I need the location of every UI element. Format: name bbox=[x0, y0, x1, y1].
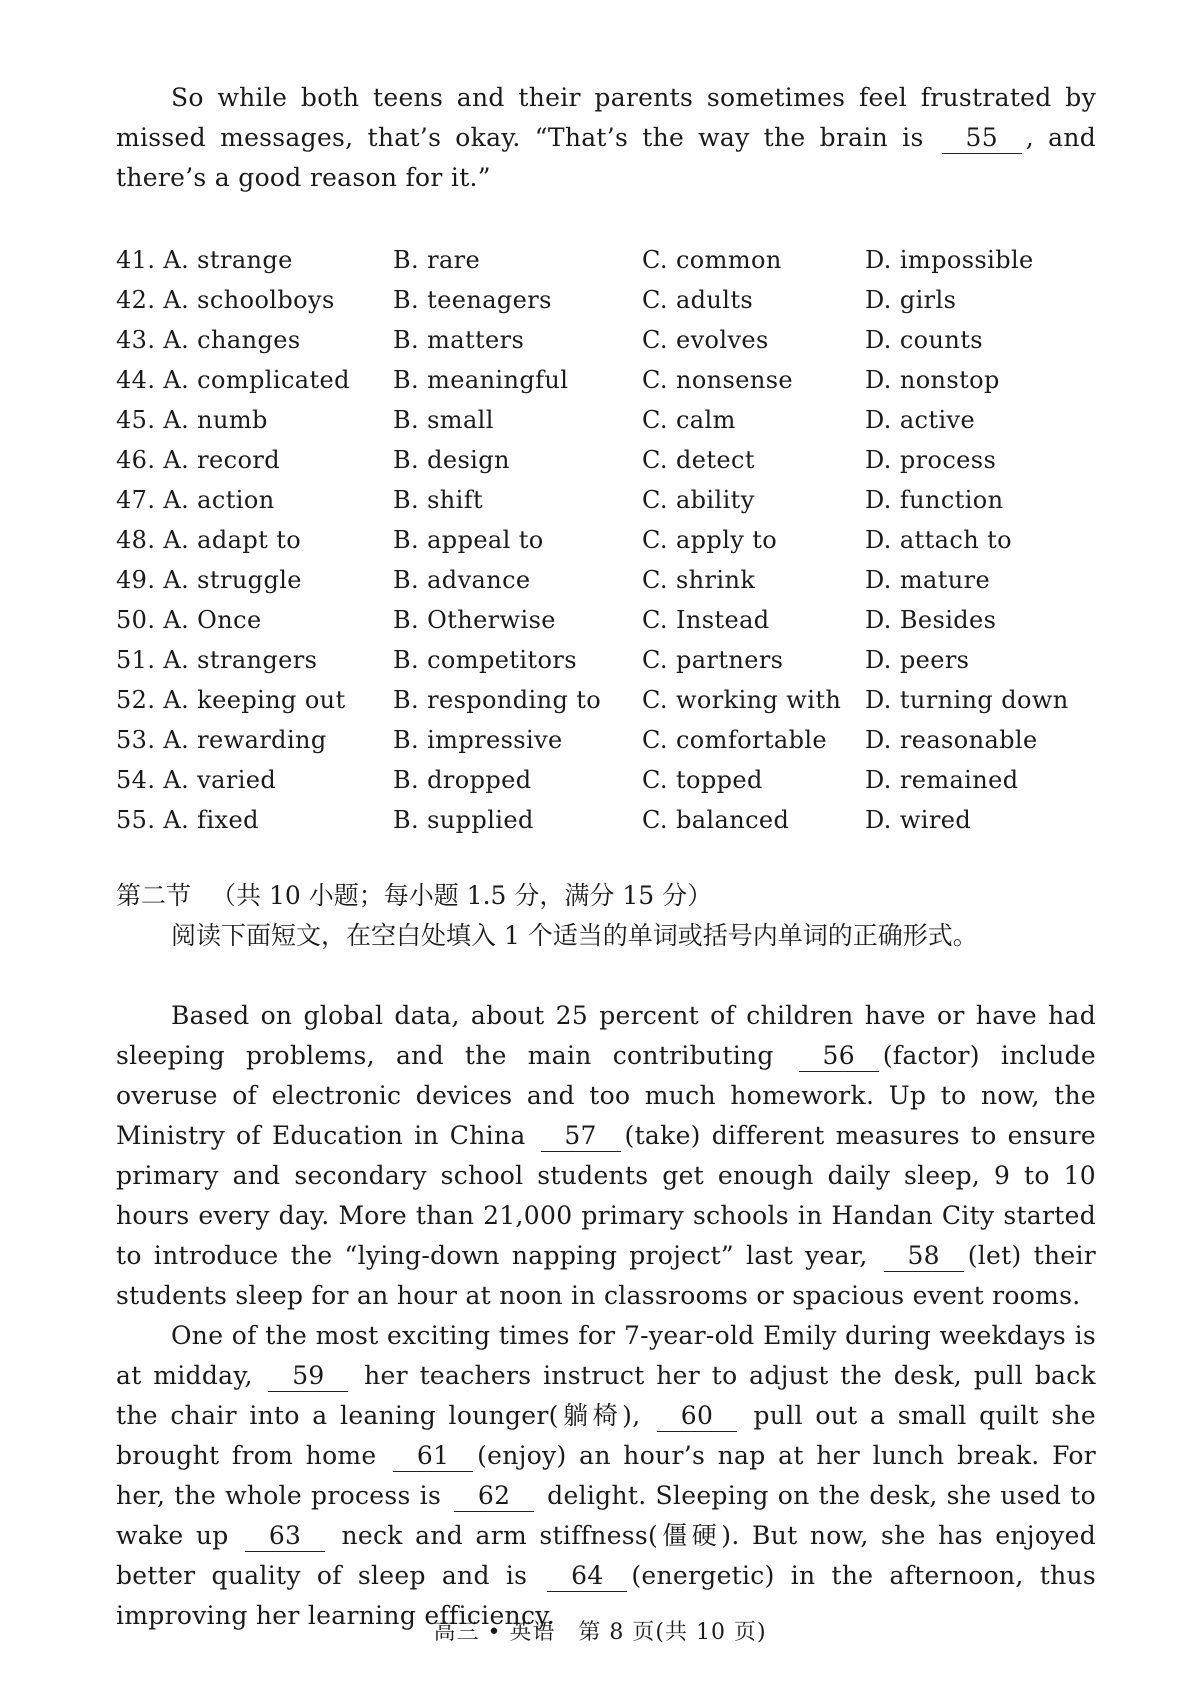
option-row bbox=[116, 680, 1096, 720]
exam-page bbox=[116, 78, 1096, 1636]
blank-58: 58 bbox=[884, 1241, 964, 1272]
blank-59: 59 bbox=[268, 1361, 348, 1392]
option-b: B. supplied bbox=[393, 806, 534, 834]
blank-63: 63 bbox=[245, 1521, 325, 1552]
passage-text: (let) their students sleep for an hour at noon in classrooms or spacious event rooms. bbox=[116, 1241, 1096, 1310]
passage-1-ending bbox=[116, 78, 1096, 198]
option-c: C. common bbox=[642, 246, 782, 274]
option-b: B. appeal to bbox=[393, 526, 544, 554]
option-d: D. attach to bbox=[865, 526, 1012, 554]
option-c: C. shrink bbox=[642, 566, 756, 594]
blank-56: 56 bbox=[799, 1041, 879, 1072]
passage-text: (energetic) in the afternoon, thus improving her learning efficiency. bbox=[116, 1561, 1097, 1630]
section-instruction: 阅读下面短文，在空白处填入 1 个适当的单词或括号内单词的正确形式。 bbox=[171, 921, 978, 950]
option-b: B. impressive bbox=[393, 726, 563, 754]
option-b: B. Otherwise bbox=[393, 606, 556, 634]
option-a: 50. A. Once bbox=[116, 606, 262, 634]
section-points: （共 10 小题；每小题 1.5 分，满分 15 分） bbox=[211, 881, 713, 910]
option-c: C. Instead bbox=[642, 606, 770, 634]
passage-text: Based on global data, about 25 percent of children have or have had sleeping problems, and the main contributing bbox=[116, 1001, 1096, 1070]
option-b: B. competitors bbox=[393, 646, 577, 674]
passage-text: One of the most exciting times for 7-year-old Emily during weekdays is at midday, bbox=[116, 1321, 1096, 1390]
option-d: D. wired bbox=[865, 806, 972, 834]
option-b: B. rare bbox=[393, 246, 481, 274]
option-d: D. girls bbox=[865, 286, 957, 314]
option-c: C. calm bbox=[642, 406, 736, 434]
option-c: C. partners bbox=[642, 646, 784, 674]
option-c: C. apply to bbox=[642, 526, 778, 554]
option-row bbox=[116, 640, 1096, 680]
option-c: C. working with bbox=[642, 686, 842, 714]
option-d: D. peers bbox=[865, 646, 970, 674]
option-d: D. impossible bbox=[865, 246, 1034, 274]
option-b: B. design bbox=[393, 446, 510, 474]
option-b: B. dropped bbox=[393, 766, 532, 794]
option-row bbox=[116, 440, 1096, 480]
option-d: D. nonstop bbox=[865, 366, 1000, 394]
option-row bbox=[116, 600, 1096, 640]
option-row bbox=[116, 520, 1096, 560]
option-a: 41. A. strange bbox=[116, 246, 293, 274]
option-row bbox=[116, 320, 1096, 360]
section-title: 第二节 bbox=[116, 881, 192, 910]
option-c: C. detect bbox=[642, 446, 755, 474]
option-b: B. shift bbox=[393, 486, 484, 514]
blank-55: 55 bbox=[942, 123, 1022, 154]
passage-text: neck and arm stiffness(僵硬). But now, she has enjoyed better quality of sleep and is bbox=[116, 1521, 1097, 1590]
option-b: B. responding to bbox=[393, 686, 602, 714]
option-row bbox=[116, 720, 1096, 760]
option-d: D. counts bbox=[865, 326, 984, 354]
option-c: C. balanced bbox=[642, 806, 790, 834]
option-d: D. function bbox=[865, 486, 1004, 514]
option-d: D. process bbox=[865, 446, 997, 474]
option-b: B. meaningful bbox=[393, 366, 569, 394]
passage-text: her teachers instruct her to adjust the desk, pull back the chair into a leaning lounger(躺椅), bbox=[116, 1361, 1096, 1430]
blank-64: 64 bbox=[547, 1561, 627, 1592]
option-d: D. remained bbox=[865, 766, 1019, 794]
passage-text: delight. Sleeping on the desk, she used to wake up bbox=[116, 1481, 1097, 1550]
option-a: 45. A. numb bbox=[116, 406, 268, 434]
options-list bbox=[116, 240, 1096, 840]
passage-2-paragraph-1 bbox=[116, 996, 1096, 1316]
option-c: C. topped bbox=[642, 766, 763, 794]
option-row bbox=[116, 760, 1096, 800]
option-b: B. matters bbox=[393, 326, 525, 354]
option-c: C. evolves bbox=[642, 326, 769, 354]
option-a: 42. A. schoolboys bbox=[116, 286, 335, 314]
option-a: 48. A. adapt to bbox=[116, 526, 302, 554]
option-row bbox=[116, 480, 1096, 520]
option-d: D. Besides bbox=[865, 606, 997, 634]
blank-62: 62 bbox=[454, 1481, 534, 1512]
option-d: D. reasonable bbox=[865, 726, 1038, 754]
option-a: 54. A. varied bbox=[116, 766, 277, 794]
passage-2-paragraph-2 bbox=[116, 1316, 1096, 1636]
option-d: D. active bbox=[865, 406, 976, 434]
option-a: 43. A. changes bbox=[116, 326, 301, 354]
option-c: C. comfortable bbox=[642, 726, 828, 754]
option-row bbox=[116, 360, 1096, 400]
blank-61: 61 bbox=[393, 1441, 473, 1472]
passage-text: (factor) include overuse of electronic devices and too much homework. Up to now, the Ministry of Education in China bbox=[116, 1041, 1096, 1150]
option-row bbox=[116, 240, 1096, 280]
passage-text: , and there’s a good reason for it.” bbox=[116, 123, 1097, 192]
option-row bbox=[116, 560, 1096, 600]
blank-60: 60 bbox=[657, 1401, 737, 1432]
page-footer: 高三 • 英语 第 8 页(共 10 页) bbox=[433, 1620, 767, 1645]
option-c: C. nonsense bbox=[642, 366, 794, 394]
option-row bbox=[116, 280, 1096, 320]
passage-2 bbox=[116, 996, 1096, 1636]
option-a: 44. A. complicated bbox=[116, 366, 350, 394]
option-c: C. ability bbox=[642, 486, 755, 514]
blank-57: 57 bbox=[541, 1121, 621, 1152]
option-b: B. small bbox=[393, 406, 494, 434]
option-d: D. turning down bbox=[865, 686, 1069, 714]
passage-text: (enjoy) an hour’s nap at her lunch break. For her, the whole process is bbox=[116, 1441, 1096, 1510]
passage-text: pull out a small quilt she brought from home bbox=[116, 1401, 1096, 1470]
option-b: B. teenagers bbox=[393, 286, 552, 314]
option-a: 52. A. keeping out bbox=[116, 686, 346, 714]
option-c: C. adults bbox=[642, 286, 754, 314]
option-a: 49. A. struggle bbox=[116, 566, 302, 594]
option-a: 53. A. rewarding bbox=[116, 726, 327, 754]
option-b: B. advance bbox=[393, 566, 531, 594]
option-a: 51. A. strangers bbox=[116, 646, 318, 674]
passage-text: (take) different measures to ensure primary and secondary school students get enough daily sleep, 9 to 10 hours every day. More than 21,000 primary schools in Handan City started to introduce the “lying-down napping project” last year, bbox=[116, 1121, 1097, 1270]
passage-text: So while both teens and their parents sometimes feel frustrated by missed messages, that’s okay. “That’s the way the brain is bbox=[116, 83, 1096, 152]
option-row bbox=[116, 800, 1096, 840]
section-heading bbox=[116, 876, 1096, 916]
option-a: 55. A. fixed bbox=[116, 806, 259, 834]
option-row bbox=[116, 400, 1096, 440]
option-a: 47. A. action bbox=[116, 486, 275, 514]
option-d: D. mature bbox=[865, 566, 991, 594]
option-a: 46. A. record bbox=[116, 446, 280, 474]
